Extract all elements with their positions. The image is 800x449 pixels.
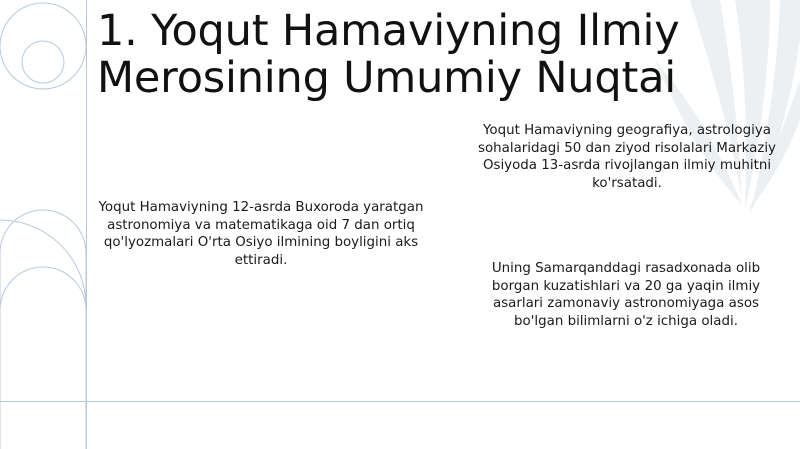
large-circle-outline [0,3,86,89]
outer-arch-outline [0,220,86,306]
paragraph-left: Yoqut Hamaviyning 12-asrda Buxoroda yaratgan astronomiya va matematikaga oid 7 dan ortiq qo'lyozmalari O'rta Osiyo ilmining boyligini aks ettiradi. [98,200,424,268]
small-circle-outline [22,41,64,83]
slide-title-line2: Merosining Umumiy Nuqtai [97,53,676,103]
upper-arch-outline [0,210,86,401]
slide-title-line1: 1. Yoqut Hamaviyning Ilmiy [97,6,680,56]
paragraph-right-top: Yoqut Hamaviyning geografiya, astrologiya sohalaridagi 50 dan ziyod risolalari Markaziy Osiyoda 13-asrda rivojlangan ilmiy muhitni ko'rsatadi. [478,123,776,191]
slide-title [97,8,787,102]
lower-arch-outline [0,267,86,449]
paragraph-right-bottom: Uning Samarqanddagi rasadxonada olib borgan kuzatishlari va 20 ga yaqin ilmiy asarlari zamonaviy astronomiyaga asos bo'lgan bilimlarni o'z ichiga oladi. [491,261,761,329]
